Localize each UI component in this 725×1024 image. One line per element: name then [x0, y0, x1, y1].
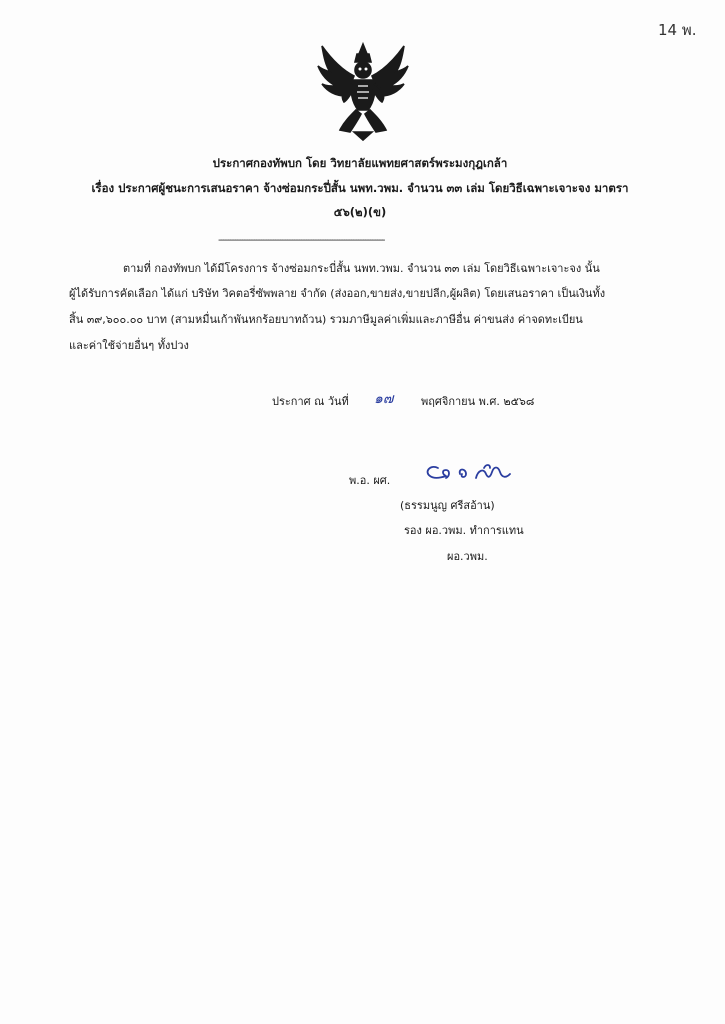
announcement-day-handwritten: ๑๗: [374, 391, 394, 407]
body-paragraph-line-3: สิ้น ๓๙,๖๐๐.๐๐ บาท (สามหมื่นเก้าพันหกร้อยบาทถ้วน) รวมภาษีมูลค่าเพิ่มและภาษีอื่น ค่าขนส่ง ค่าจดทะเบียน: [69, 313, 583, 326]
document-subject-continuation: ๕๖(๒)(ข): [333, 205, 387, 219]
announcement-month-year: พฤศจิกายน พ.ศ. ๒๕๖๘: [421, 395, 535, 408]
body-paragraph-line-1: ตามที่ กองทัพบก ได้มีโครงการ จ้างซ่อมกระบี่สั้น นพท.วพม. จำนวน ๓๓ เล่ม โดยวิธีเฉพาะเจาะจง นั้น: [123, 262, 600, 275]
document-title-line-1: ประกาศกองทัพบก โดย วิทยาลัยแพทยศาสตร์พระมงกุฎเกล้า: [212, 156, 508, 170]
signatory-rank: พ.อ. ผศ.: [349, 474, 391, 487]
document-subject-line: เรื่อง ประกาศผู้ชนะการเสนอราคา จ้างซ่อมกระปี่สั้น นพท.วพม. จำนวน ๓๓ เล่ม โดยวิธีเฉพาะเจาะจง มาตรา: [91, 181, 629, 195]
divider-line: ----------------------------------------------------------------------: [218, 233, 384, 246]
signatory-organization: ผอ.วพม.: [447, 550, 488, 563]
signatory-position: รอง ผอ.วพม. ทำการแทน: [404, 524, 524, 537]
signatory-name: (ธรรมนูญ ศรีสอ้าน): [400, 499, 495, 512]
body-paragraph-line-4: และค่าใช้จ่ายอื่นๆ ทั้งปวง: [69, 339, 189, 352]
announcement-date-label: ประกาศ ณ วันที่: [272, 395, 349, 408]
garuda-emblem-icon: [314, 40, 412, 142]
handwritten-signature: [420, 456, 520, 488]
handwritten-page-note: 14 พ.: [658, 21, 697, 39]
body-paragraph-line-2: ผู้ได้รับการคัดเลือก ได้แก่ บริษัท วิคตอรี่ซัพพลาย จำกัด (ส่งออก,ขายส่ง,ขายปลีก,ผู้ผลิต) โดยเสนอราคา เป็นเงินทั้ง: [69, 287, 606, 300]
